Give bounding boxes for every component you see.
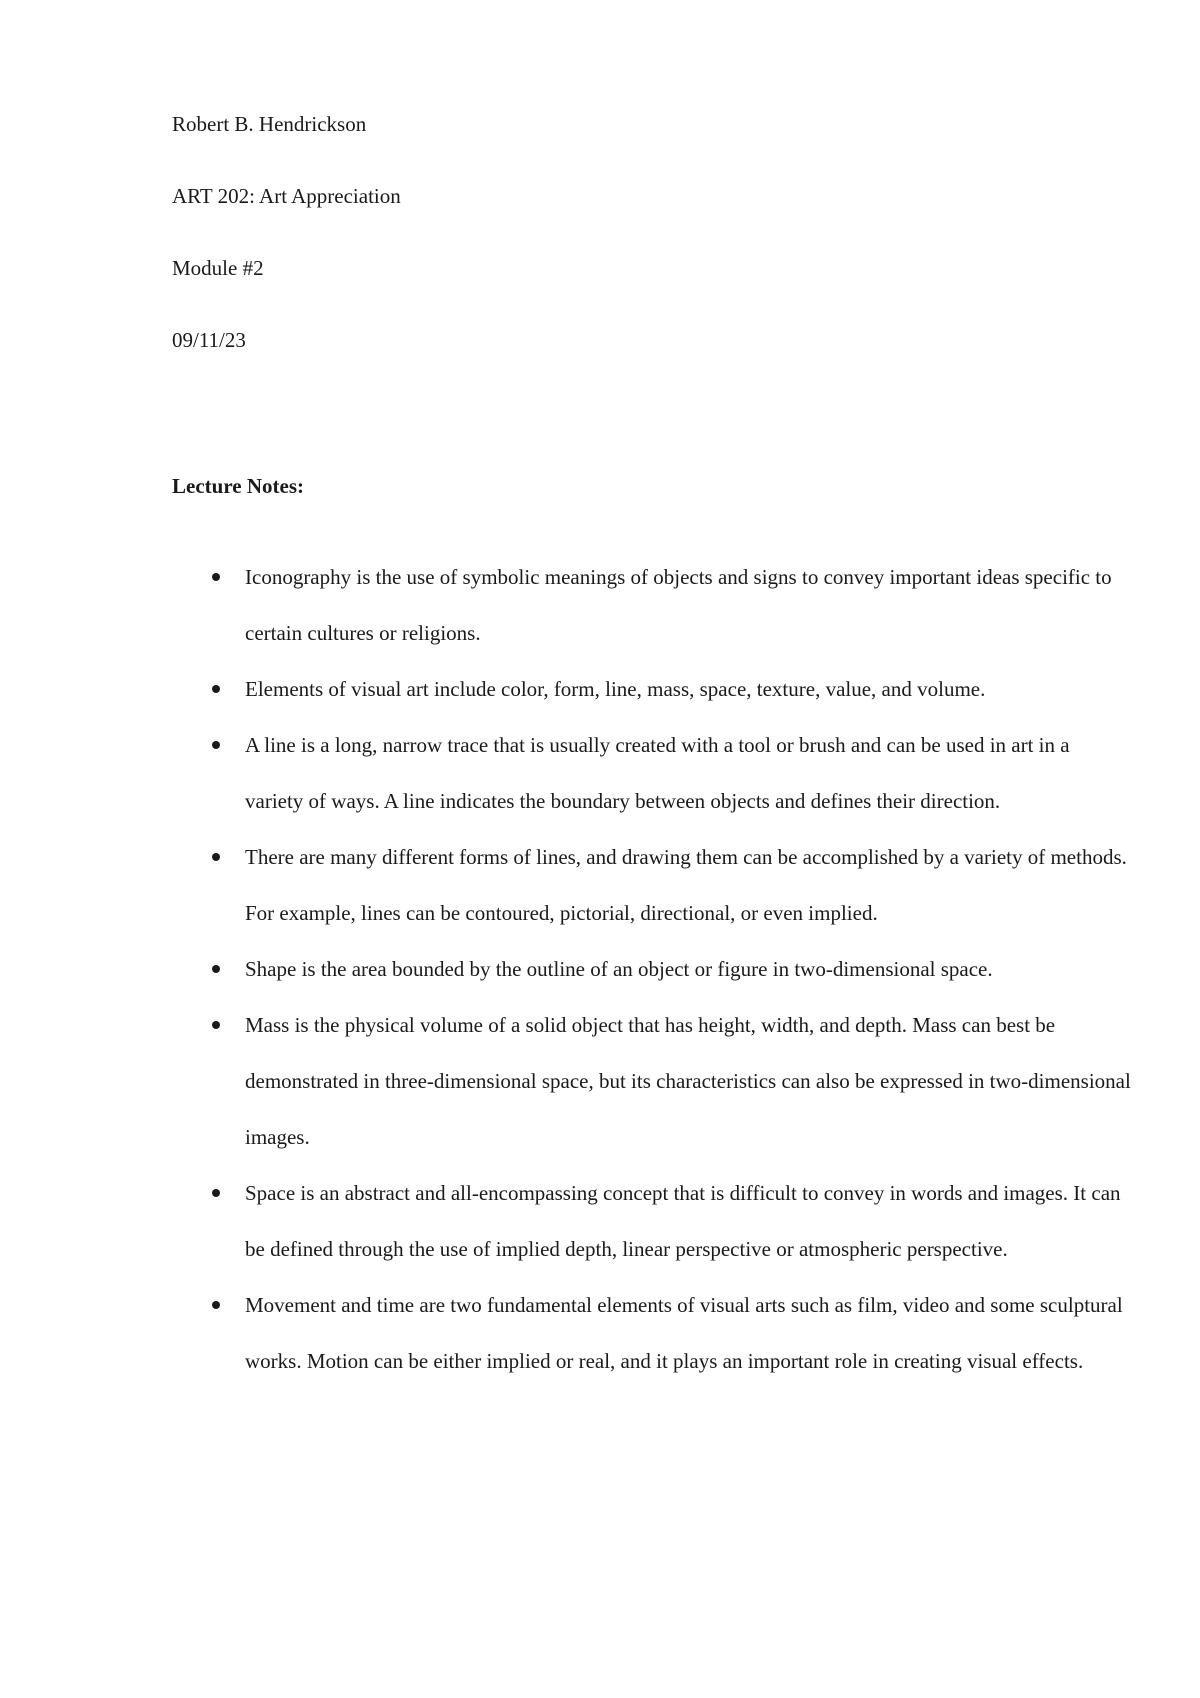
list-item (172, 1165, 1132, 1277)
note-text: There are many different forms of lines, and drawing them can be accomplished by a variety of methods. For example, lines can be contoured, pictorial, directional, or even implied. (245, 845, 1127, 925)
list-item (172, 941, 1132, 997)
bullet-icon (212, 573, 220, 581)
note-text: Mass is the physical volume of a solid object that has height, width, and depth. Mass can best be demonstrated in three-dimensional space, but its characteristics can also be expressed in two-dimensional images. (245, 1013, 1131, 1149)
list-item (172, 997, 1132, 1165)
note-text: Iconography is the use of symbolic meanings of objects and signs to convey important ideas specific to certain cultures or religions. (245, 565, 1112, 645)
document-date: 09/11/23 (172, 328, 246, 352)
list-item (172, 717, 1132, 829)
list-item (172, 661, 1132, 717)
bullet-icon (212, 853, 220, 861)
list-item (172, 829, 1132, 941)
list-item (172, 549, 1132, 661)
bullet-icon (212, 965, 220, 973)
note-text: Space is an abstract and all-encompassing concept that is difficult to convey in words and images. It can be defined through the use of implied depth, linear perspective or atmospheric perspective. (245, 1181, 1121, 1261)
author-name: Robert B. Hendrickson (172, 112, 367, 136)
lecture-notes-list (172, 549, 1132, 1389)
course-title: ART 202: Art Appreciation (172, 184, 401, 208)
note-text: A line is a long, narrow trace that is usually created with a tool or brush and can be used in art in a variety of ways. A line indicates the boundary between objects and defines their direction. (245, 733, 1070, 813)
list-item (172, 1277, 1132, 1389)
bullet-icon (212, 685, 220, 693)
note-text: Movement and time are two fundamental elements of visual arts such as film, video and some sculptural works. Motion can be either implied or real, and it plays an important role in creating visual effects. (245, 1293, 1123, 1373)
bullet-icon (212, 741, 220, 749)
bullet-icon (212, 1021, 220, 1029)
bullet-icon (212, 1301, 220, 1309)
document-header (172, 112, 1072, 400)
note-text: Elements of visual art include color, form, line, mass, space, texture, value, and volume. (245, 677, 986, 701)
note-text: Shape is the area bounded by the outline of an object or figure in two-dimensional space. (245, 957, 993, 981)
bullet-icon (212, 1189, 220, 1197)
module-number: Module #2 (172, 256, 264, 280)
section-title: Lecture Notes: (172, 474, 304, 498)
